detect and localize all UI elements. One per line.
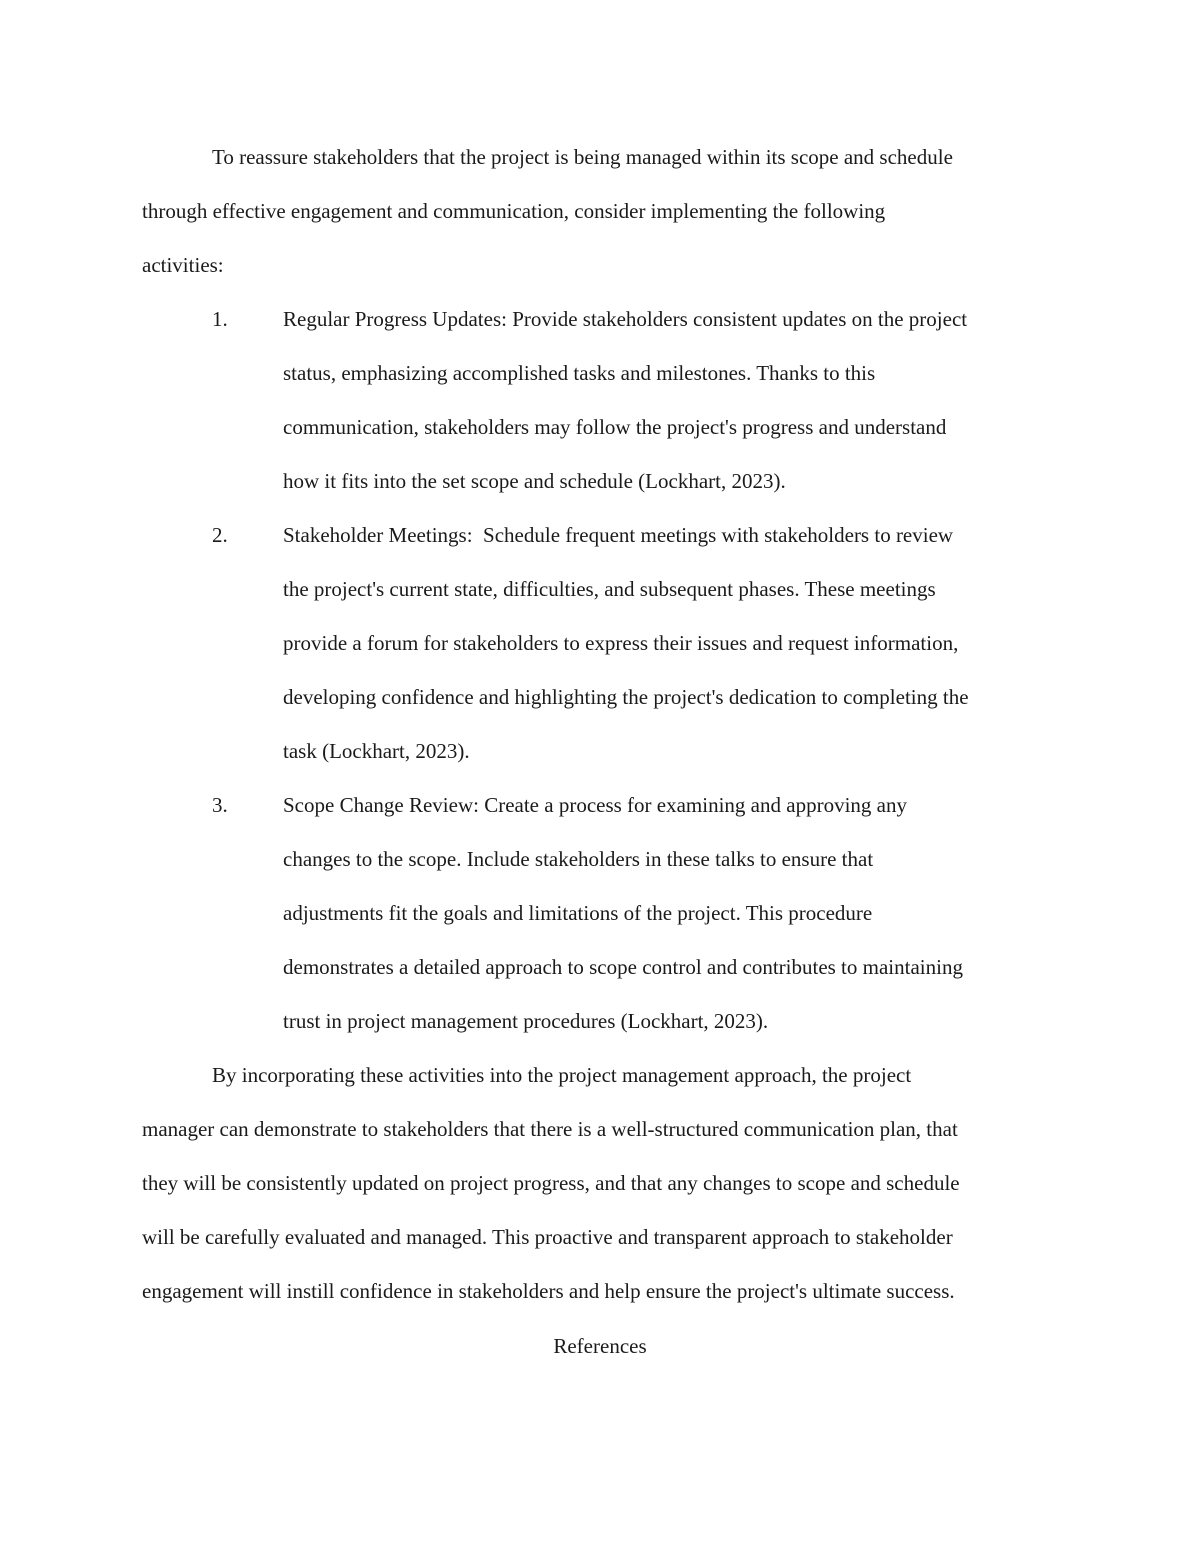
list-item-line: Scope Change Review: Create a process for examining and approving any <box>283 793 907 817</box>
list-item-line: trust in project management procedures (Lockhart, 2023). <box>283 1009 769 1033</box>
references-heading: References <box>553 1334 647 1358</box>
list-item <box>142 292 1062 508</box>
conclusion-line: engagement will instill confidence in stakeholders and help ensure the project's ultimate success. <box>142 1279 955 1303</box>
conclusion-line: manager can demonstrate to stakeholders that there is a well-structured communication plan, that <box>142 1117 958 1141</box>
list-item-number: 2. <box>212 523 228 547</box>
intro-line: activities: <box>142 253 224 277</box>
list-item <box>142 778 1062 1048</box>
list-item-line: changes to the scope. Include stakeholders in these talks to ensure that <box>283 847 874 871</box>
numbered-list <box>142 292 1062 1048</box>
list-item-line: Stakeholder Meetings: Schedule frequent meetings with stakeholders to review <box>283 523 954 547</box>
list-item-line: status, emphasizing accomplished tasks and milestones. Thanks to this <box>283 361 876 385</box>
intro-line: through effective engagement and communication, consider implementing the following <box>142 199 886 223</box>
list-item-line: adjustments fit the goals and limitations of the project. This procedure <box>283 901 873 925</box>
document-body <box>142 130 1062 1318</box>
conclusion-line: By incorporating these activities into the project management approach, the project <box>212 1063 912 1087</box>
intro-line: To reassure stakeholders that the project is being managed within its scope and schedule <box>212 145 953 169</box>
conclusion-line: they will be consistently updated on project progress, and that any changes to scope and schedule <box>142 1171 960 1195</box>
conclusion-line: will be carefully evaluated and managed. This proactive and transparent approach to stakeholder <box>142 1225 953 1249</box>
conclusion-paragraph <box>142 1048 1062 1318</box>
list-item-line: Regular Progress Updates: Provide stakeholders consistent updates on the project <box>283 307 968 331</box>
list-item-line: communication, stakeholders may follow the project's progress and understand <box>283 415 947 439</box>
list-item-line: developing confidence and highlighting the project's dedication to completing the <box>283 685 969 709</box>
list-item-number: 3. <box>212 793 228 817</box>
list-item-number: 1. <box>212 307 228 331</box>
intro-paragraph <box>142 130 1062 292</box>
list-item-line: the project's current state, difficulties, and subsequent phases. These meetings <box>283 577 936 601</box>
list-item-line: how it fits into the set scope and schedule (Lockhart, 2023). <box>283 469 786 493</box>
list-item <box>142 508 1062 778</box>
list-item-line: provide a forum for stakeholders to express their issues and request information, <box>283 631 959 655</box>
list-item-line: demonstrates a detailed approach to scope control and contributes to maintaining <box>283 955 963 979</box>
list-item-line: task (Lockhart, 2023). <box>283 739 470 763</box>
